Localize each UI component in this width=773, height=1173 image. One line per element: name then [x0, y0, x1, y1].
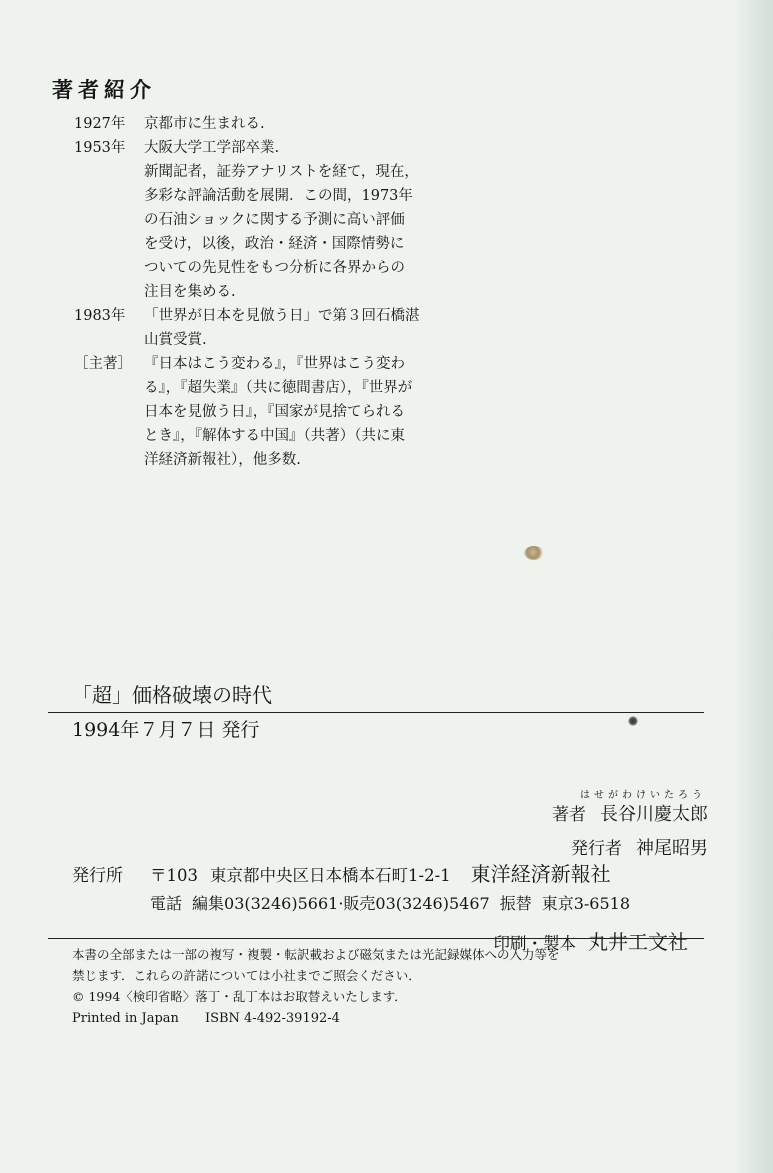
- bio-line: る』，『超失業』（共に徳間書店），『世界が: [144, 380, 413, 396]
- bio-entry-1953: [50, 136, 480, 304]
- publisher-name: 神尾昭男: [636, 838, 708, 859]
- notice-line: 禁じます．これらの許諾については小社までご照会ください．: [72, 968, 421, 983]
- notice-rule: [48, 938, 704, 939]
- bio-line: 『日本はこう変わる』，『世界はこう変わ: [144, 356, 405, 372]
- phone-editorial: 編集03(3246)5661: [192, 894, 339, 913]
- bio-line: 京都市に生まれる.: [144, 116, 265, 132]
- bio-entry-1927: [50, 112, 480, 136]
- phone-label: 電話: [150, 894, 183, 913]
- printing-role-label: 印刷・製本: [493, 934, 576, 953]
- copyright-notice: [72, 944, 692, 1029]
- notice-line: 本書の全部または一部の複写・複製・転訳載および磁気または光記録媒体への入力等を: [72, 947, 560, 962]
- office-address: 東京都中央区日本橋本石町1-2-1: [210, 866, 451, 885]
- publication-date: 1994年７月７日 発行: [72, 719, 260, 741]
- bio-line: とき』，『解体する中国』（共著）（共に東: [144, 428, 405, 444]
- printer-name: 丸井工文社: [588, 930, 688, 954]
- publisher-office: [72, 858, 712, 914]
- copyright-line: © 1994〈検印省略〉落丁・乱丁本はお取替えいたします．: [72, 989, 407, 1004]
- phone-sales: 販売03(3246)5467: [343, 894, 490, 913]
- bio-text: [144, 352, 434, 472]
- bio-text: [144, 304, 434, 352]
- postal-code: 〒103: [150, 866, 198, 885]
- isbn: ISBN 4-492-39192-4: [204, 1011, 340, 1026]
- bio-year: 1927年: [74, 116, 126, 132]
- bio-line: 注目を集める.: [144, 284, 236, 300]
- bio-line: 日本を見倣う日』，『国家が見捨てられる: [144, 404, 405, 420]
- publisher-credit: [571, 834, 708, 860]
- author-role-label: 著者: [552, 805, 586, 825]
- book-title: 「超」価格破壊の時代: [72, 683, 272, 707]
- publisher-role-label: 発行者: [571, 839, 622, 859]
- printed-in-japan: Printed in Japan: [72, 1011, 179, 1026]
- bio-line: 新聞記者，証券アナリストを経て，現在，: [144, 164, 419, 180]
- credits: [408, 786, 708, 866]
- bio-year: 1983年: [74, 308, 126, 324]
- bio-line: 多彩な評論活動を展開．この間，1973年: [144, 188, 413, 204]
- office-address-row: [72, 858, 712, 887]
- bio-line: の石油ショックに関する予測に高い評価: [144, 212, 405, 228]
- publisher-company: 東洋経済新報社: [470, 862, 611, 886]
- bio-line: ついての先見性をもつ分析に各界からの: [144, 260, 405, 276]
- transfer-account: 東京3-6518: [541, 894, 631, 913]
- colophon: [48, 680, 708, 1026]
- bio-line: 山賞受賞.: [144, 332, 207, 348]
- author-credit: [552, 800, 708, 826]
- author-intro-heading: 著者紹介: [52, 78, 156, 102]
- bio-line: を受け，以後，政治・経済・国際情勢に: [144, 236, 405, 252]
- bio-line: 大阪大学工学部卒業.: [144, 140, 280, 156]
- bio-entry-1983: [50, 304, 480, 352]
- phone-row: 電話 編集03(3246)5661·販売03(3246)5467 振替 東京3-6518: [150, 894, 631, 913]
- office-label: 発行所: [72, 866, 123, 886]
- bio-entry-major-works: [50, 352, 480, 472]
- print-info-line: [72, 1007, 692, 1029]
- author-introduction: [50, 74, 480, 472]
- paper-stain: [524, 546, 544, 560]
- bio-text: [144, 136, 434, 304]
- transfer-label: 振替: [499, 894, 532, 913]
- bio-text: [144, 112, 434, 136]
- bio-year: ［主著］: [74, 356, 132, 372]
- title-rule: [48, 712, 704, 713]
- bio-line: 「世界が日本を見倣う日」で第３回石橋湛: [144, 308, 420, 324]
- bio-year: 1953年: [74, 140, 126, 156]
- page-edge-shadow: [733, 0, 773, 1173]
- bio-line: 洋経済新報社），他多数.: [144, 452, 301, 468]
- author-name: 長谷川慶太郎: [600, 804, 708, 825]
- author-name-reading: はせがわけいたろう: [580, 790, 706, 801]
